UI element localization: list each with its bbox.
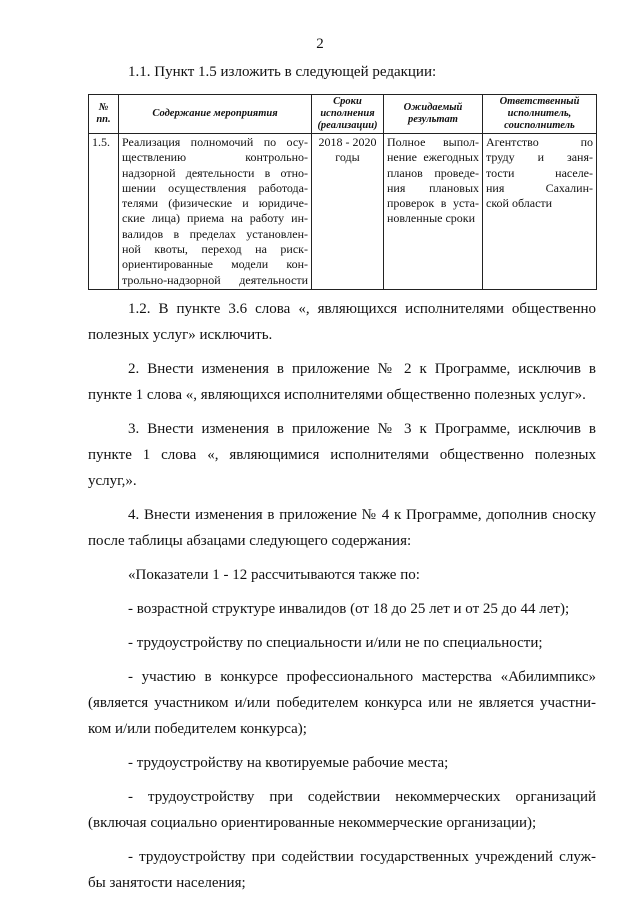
table-row [89, 134, 597, 290]
cell-result: Полное выпол- нение ежегодных планов проведе- ния плановых проверок в уста- новленные сроки [384, 134, 483, 290]
intro-paragraph: 1.1. Пункт 1.5 изложить в следующей редакции: [128, 64, 437, 80]
header-num: № пп. [89, 95, 119, 134]
quote-line-7: - трудоустройству при содействии государственных учреждений служ- бы занятости населения; [88, 849, 596, 891]
paragraph-1-2: 1.2. В пункте 3.6 слова «, являющихся исполнителями общественно полезных услуг» исключить. [88, 301, 596, 343]
document-body [88, 296, 596, 904]
paragraph-4: 4. Внести изменения в приложение № 4 к Программе, дополнив сноску после таблицы абзацами следующего содержания: [88, 507, 596, 549]
header-content: Содержание мероприятия [119, 95, 312, 134]
cell-content: Реализация полномочий по осу- ществлению контрольно- надзорной деятельности в отно- шении осуществления работода- телями (физические и юридиче- ские лица) приема на работу ин- валидов в пределах установлен- ной квоты, переход на риск- ориентированные модели кон- трольно-надзорной деятельности [119, 134, 312, 290]
paragraph-3: 3. Внести изменения в приложение № 3 к Программе, исключив в пункте 1 слова «, являющимися исполнителями общественно полезных услуг,». [88, 421, 596, 489]
table-header-row [89, 95, 597, 134]
quote-line-2: - возрастной структуре инвалидов (от 18 до 25 лет и от 25 до 44 лет); [128, 601, 570, 617]
header-term: Сроки исполнения (реализации) [312, 95, 384, 134]
paragraph-2: 2. Внести изменения в приложение № 2 к Программе, исключив в пункте 1 слова «, являющихся исполнителями общественно полезных услуг». [88, 361, 596, 403]
quote-line-1: «Показатели 1 - 12 рассчитываются также по: [128, 567, 420, 583]
measures-table [88, 94, 597, 290]
quote-line-3: - трудоустройству по специальности и/или не по специальности; [128, 635, 543, 651]
cell-num: 1.5. [89, 134, 119, 290]
cell-executor: Агентство по труду и заня- тости населе- ния Сахалин- ской области [483, 134, 597, 290]
cell-term: 2018 - 2020 годы [312, 134, 384, 290]
quote-line-4: - участию в конкурсе профессионального мастерства «Абилимпикс» (является участником и/или победителем конкурса или не является участни- ком и/или победителем конкурса); [88, 669, 596, 737]
quote-line-5: - трудоустройству на квотируемые рабочие места; [128, 755, 449, 771]
header-result: Ожидаемый результат [384, 95, 483, 134]
page-number: 2 [316, 36, 324, 52]
quote-line-6: - трудоустройству при содействии некоммерческих организаций (включая социально ориентированные некоммерческие организации); [88, 789, 596, 831]
header-executor: Ответственный исполнитель, соисполнитель [483, 95, 597, 134]
